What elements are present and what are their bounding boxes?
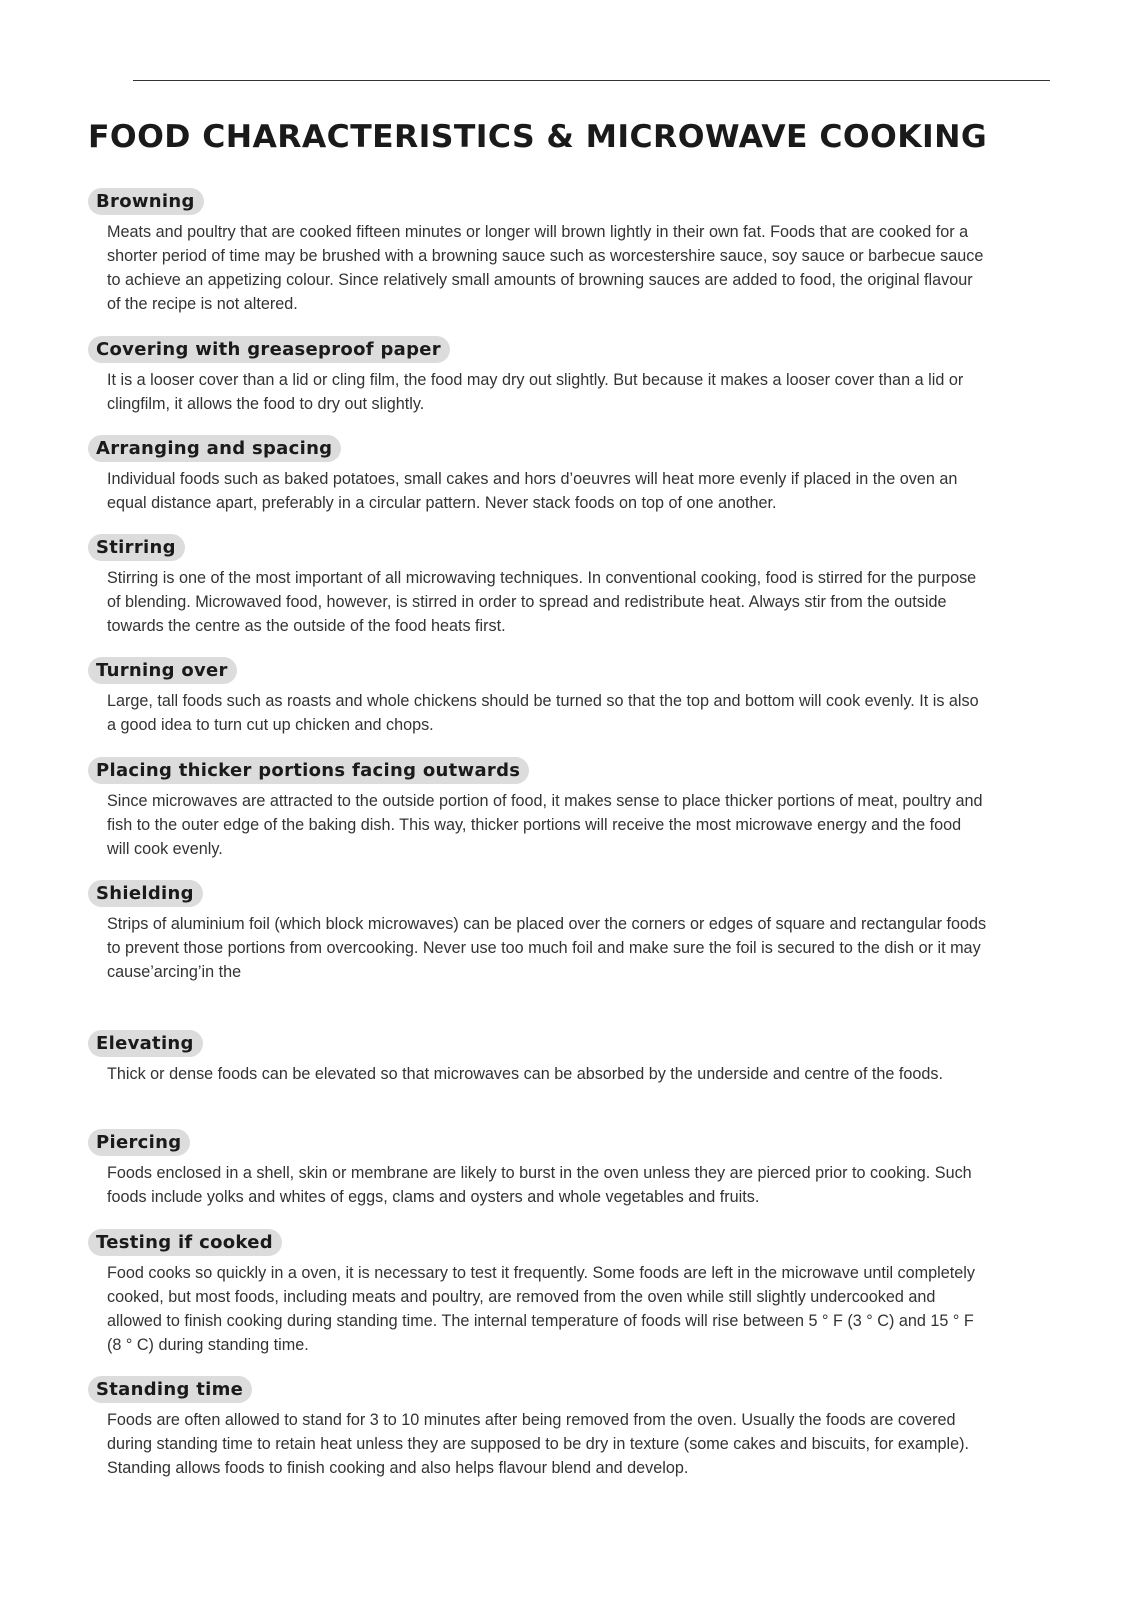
section-heading: Turning over — [88, 657, 237, 684]
section-heading: Placing thicker portions facing outwards — [88, 757, 529, 784]
section-text: Large, tall foods such as roasts and whole chickens should be turned so that the top and bottom will cook evenly. It is also a good idea to turn cut up chicken and chops. — [107, 692, 979, 734]
section-heading: Covering with greaseproof paper — [88, 336, 450, 363]
section-heading: Testing if cooked — [88, 1229, 282, 1256]
section-heading: Standing time — [88, 1376, 252, 1403]
section-text: Stirring is one of the most important of all microwaving techniques. In conventional cooking, food is stirred for the purpose of blending. Microwaved food, however, is stirred in order to spread and redistribute heat. Always stir from the outside towards the centre as the outside of the food heats first. — [107, 569, 977, 635]
section-heading: Shielding — [88, 880, 203, 907]
section-thicker-portions — [88, 757, 988, 861]
section-covering — [88, 336, 988, 416]
section-arranging — [88, 435, 988, 515]
section-testing — [88, 1229, 988, 1357]
page-title: FOOD CHARACTERISTICS & MICROWAVE COOKING — [88, 119, 988, 155]
section-text: Food cooks so quickly in a oven, it is necessary to test it frequently. Some foods are left in the microwave until completely cooked, but most foods, including meats and poultry, are removed from the oven while still slightly undercooked and allowed to finish cooking during standing time. The internal temperature of foods will rise between 5 ° F (3 ° C) and 15 ° F (8 ° C) during standing time. — [107, 1264, 975, 1354]
section-stirring — [88, 534, 988, 638]
section-elevating — [88, 1030, 988, 1086]
section-text: Individual foods such as baked potatoes, small cakes and hors d’oeuvres will heat more evenly if placed in the oven an equal distance apart, preferably in a circular pattern. Never stack foods on top of one another. — [107, 470, 958, 512]
section-text: It is a looser cover than a lid or cling film, the food may dry out slightly. But because it makes a looser cover than a lid or clingfilm, it allows the food to dry out slightly. — [107, 371, 964, 413]
section-heading: Arranging and spacing — [88, 435, 341, 462]
section-heading: Piercing — [88, 1129, 190, 1156]
section-piercing — [88, 1129, 988, 1209]
section-text: Foods are often allowed to stand for 3 to 10 minutes after being removed from the oven. Usually the foods are covered during standing time to retain heat unless they are supposed to be dry in texture (some cakes and biscuits, for example). Standing allows foods to finish cooking and also helps flavour blend and develop. — [107, 1411, 970, 1477]
section-heading: Browning — [88, 188, 204, 215]
section-heading: Elevating — [88, 1030, 203, 1057]
section-heading: Stirring — [88, 534, 185, 561]
section-turning-over — [88, 657, 988, 737]
section-shielding — [88, 880, 988, 984]
top-divider — [133, 80, 1050, 81]
section-text: Strips of aluminium foil (which block microwaves) can be placed over the corners or edges of square and rectangular foods to prevent those portions from overcooking. Never use too much foil and make sure the foil is secured to the dish or it may cause’arcing’in the — [107, 915, 987, 981]
section-text: Since microwaves are attracted to the outside portion of food, it makes sense to place thicker portions of meat, poultry and fish to the outer edge of the baking dish. This way, thicker portions will receive the most microwave energy and the food will cook evenly. — [107, 792, 983, 858]
section-standing-time — [88, 1376, 988, 1480]
section-text: Meats and poultry that are cooked fifteen minutes or longer will brown lightly in their own fat. Foods that are cooked for a shorter period of time may be brushed with a browning sauce such as worcestershire sauce, soy sauce or barbecue sauce to achieve an appetizing colour. Since relatively small amounts of browning sauces are added to food, the original flavour of the recipe is not altered. — [107, 223, 984, 313]
section-text: Foods enclosed in a shell, skin or membrane are likely to burst in the oven unless they are pierced prior to cooking. Such foods include yolks and whites of eggs, clams and oysters and whole vegetables and fruits. — [107, 1164, 972, 1206]
section-text: Thick or dense foods can be elevated so that microwaves can be absorbed by the underside and centre of the foods. — [107, 1065, 943, 1083]
section-browning — [88, 188, 988, 316]
